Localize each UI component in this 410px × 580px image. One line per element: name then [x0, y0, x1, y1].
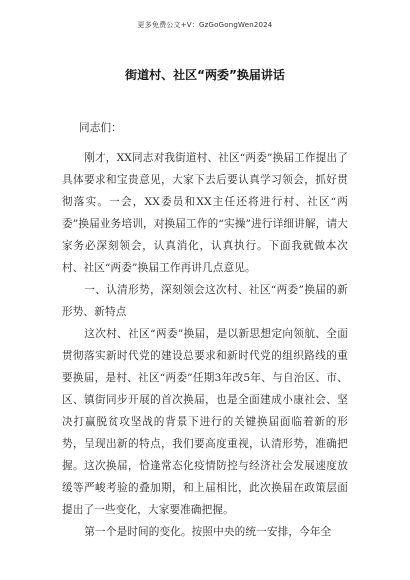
salutation: 同志们：	[78, 122, 122, 134]
header-note: 更多免费公文+V：GzGoGongWen2024	[137, 21, 273, 29]
section-heading-1: 一、认清形势，深刻领会这次村、社区“两委”换届的新形势、新特点	[62, 284, 348, 318]
paragraph-time-change: 第一个是时间的变化。按照中央的统一安排，今年全	[84, 526, 332, 538]
paragraph-situation: 这次村、社区“两委”换届，是以新思想定向领航、全面贯彻落实新时代党的建设总要求和新时代党的组织路线的重要换届，是村、社区“两委”任期3年改5年、与自治区、市、区、镇街同步开展的首次换届，也是全面建成小康社会、坚决打赢脱贫攻坚战的背景下进行的关键换届面临着新的形势，呈现出新的特点，我们要高度重视，认清形势，准确把握。这次换届，恰逢常态化疫情防控与经济社会发展速度放缓等严峻考验的叠加期，和上届相比，此次换届在政策层面提出了一些变化，大家要准确把握。	[62, 328, 348, 516]
document-title: 街道村、社区“两委”换届讲话	[125, 68, 285, 82]
paragraph-intro: 刚才，XX同志对我街道村、社区“两委”换届工作提出了具体要求和宝贵意见，大家下去后要认真学习领会，抓好贯彻落实。一会，XX委员和XX主任还将进行村、社区“两委”换届业务培训，对换届工作的“实操”进行详细讲解，请大家务必深刻领会，认真消化，认真执行。下面我就做本次村、社区“两委”换届工作再讲几点意见。	[62, 152, 348, 274]
document-body	[62, 117, 348, 543]
